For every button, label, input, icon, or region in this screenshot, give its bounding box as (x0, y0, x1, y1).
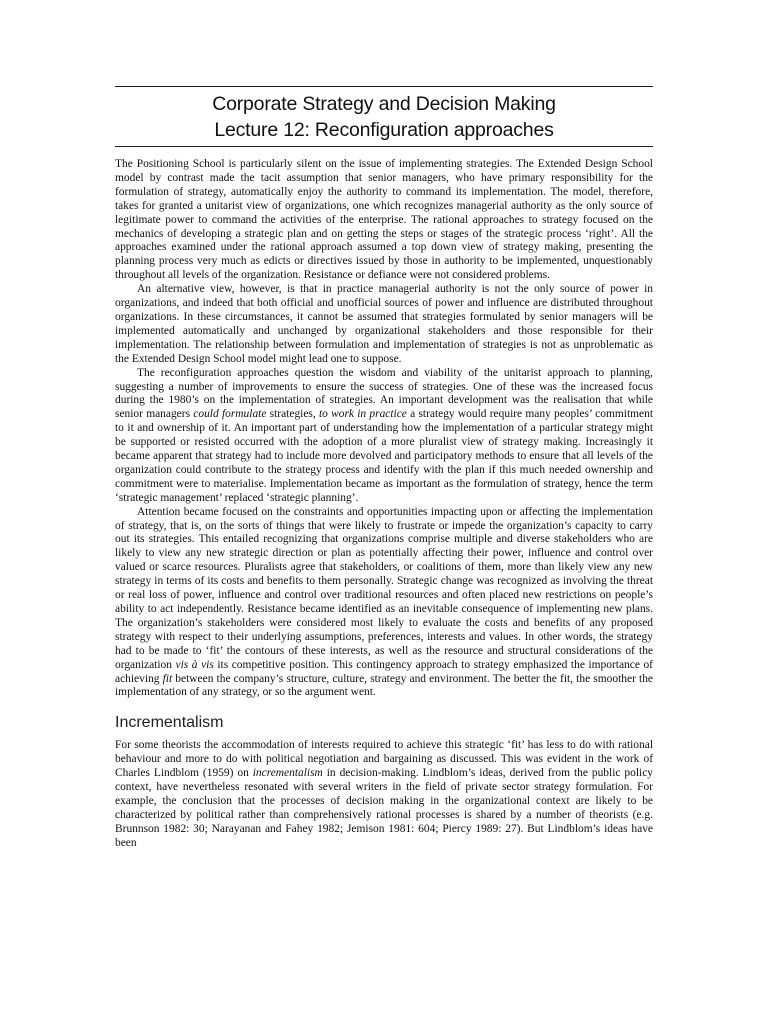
emphasis-incrementalism: incrementalism (252, 767, 323, 780)
paragraph-text-segment: between the company’s structure, culture, strategy and environment. The better the fit, the smoother the implementation of any strategy, or so the argument went. (115, 672, 653, 699)
emphasis-vis-a-vis: vis à vis (175, 658, 214, 671)
document-page (115, 86, 653, 851)
document-header (115, 87, 653, 146)
course-title: Corporate Strategy and Decision Making (212, 93, 556, 115)
body-text (115, 158, 653, 851)
paragraph-text-segment: For some theorists the accommodation of interests required to achieve this strategic ‘fit’ has less to do with rational behaviour and more to do with political negotiation and bargaining as discussed. This was evident in the work of Charles Lindblom (1959) on (115, 739, 653, 780)
header-bottom-rule (115, 146, 653, 147)
emphasis-to-work-in-practice: to work in practice (318, 408, 407, 421)
paragraph-reconfiguration (115, 367, 653, 506)
section-heading-incrementalism: Incrementalism (115, 714, 224, 732)
paragraph-text-segment: strategies, (266, 408, 319, 421)
paragraph-incrementalism (115, 739, 653, 850)
paragraph-text-segment: The reconfiguration approaches question the wisdom and viability of the unitarist approach to planning, suggesting a number of improvements to ensure the success of strategies. One of these was the increased focus during the 1980’s on the implementation of strategies. An important development was the realisation that while senior managers (115, 366, 653, 421)
paragraph-text-segment: Attention became focused on the constraints and opportunities impacting upon or affecting the implementation of strategy, that is, on the sorts of things that were likely to frustrate or impede the organization’s capacity to carry out its strategies. This entailed recognizing that organizations comprise multiple and diverse stakeholders who are likely to view any new strategic direction or plan as potentially affecting their power, influence and control over valued or scarce resources. Pluralists agree that stakeholders, or coalitions of them, more than likely view any new strategy in terms of its costs and benefits to them personally. Strategic change was recognized as involving the threat or real loss of power, influence and control over traditional resources and often placed new restrictions on people’s ability to act independently. Resistance became identified as an inevitable consequence of implementing new plans. The organization’s stakeholders were considered most likely to evaluate the costs and benefits of any proposed strategy with respect to their underlying assumptions, preferences, interests and values. In other words, the strategy had to be made to ‘fit’ the contours of these interests, as well as the resource and structural considerations of the organization (115, 505, 653, 671)
emphasis-could-formulate: could formulate (193, 408, 267, 421)
emphasis-fit: fit (162, 672, 173, 685)
paragraph-attention (115, 506, 653, 701)
paragraph-alternative-view: An alternative view, however, is that in practice managerial authority is not the only source of power in organizations, and indeed that both official and unofficial sources of power and influence are distributed throughout organizations. In these circumstances, it cannot be assumed that strategies formulated by senior managers will be implemented automatically and unchanged by organizational stakeholders and those responsible for their implementation. The relationship between formulation and implementation of strategies is not as unproblematic as the Extended Design School model might lead one to suppose. (115, 283, 653, 365)
paragraph-text-segment: its competitive position. This contingency approach to strategy emphasized the importance of achieving (115, 658, 653, 685)
paragraph-positioning-school: The Positioning School is particularly silent on the issue of implementing strategies. The Extended Design School model by contrast made the tacit assumption that senior managers, who have primary responsibility for the formulation of strategy, automatically enjoy the authority to command its implementation. The model, therefore, takes for granted a unitarist view of organizations, one which recognizes managerial authority as the only source of legitimate power to command the activities of the enterprise. The rational approaches to strategy focused on the mechanics of developing a strategic plan and on getting the steps or stages of the strategic process ‘right’. All the approaches examined under the rational approach assumed a top down view of strategy making, presenting the planning process very much as edicts or directives issued by those in authority to be implemented, unquestionably throughout all levels of the organization. Resistance or defiance were not considered problems. (115, 158, 653, 282)
paragraph-text-segment: in decision-making. Lindblom’s ideas, derived from the public policy context, have nevertheless resonated with several writers in the field of private sector strategy formulation. For example, the conclusion that the processes of decision making in the organizational context are likely to be characterized by political rather than comprehensively rational processes is shared by a number of theorists (e.g. Brunnson 1982: 30; Narayanan and Fahey 1982; Jemison 1981: 604; Piercy 1989: 27). But Lindblom’s ideas have been (115, 767, 653, 849)
lecture-title: Lecture 12: Reconfiguration approaches (214, 119, 554, 141)
paragraph-text-segment: a strategy would require many peoples’ commitment to it and ownership of it. An important part of understanding how the implementation of a particular strategy might be supported or resisted occurred with the adoption of a more pluralist view of strategy making. Increasingly it became apparent that strategy had to include more devolved and participatory methods to ensure that all levels of the organization could contribute to the strategy process and identify with the plan if this much needed ownership and commitment were to materialise. Implementation became as important as the formulation of strategy, hence the term ‘strategic management’ replaced ‘strategic planning’. (115, 408, 653, 504)
